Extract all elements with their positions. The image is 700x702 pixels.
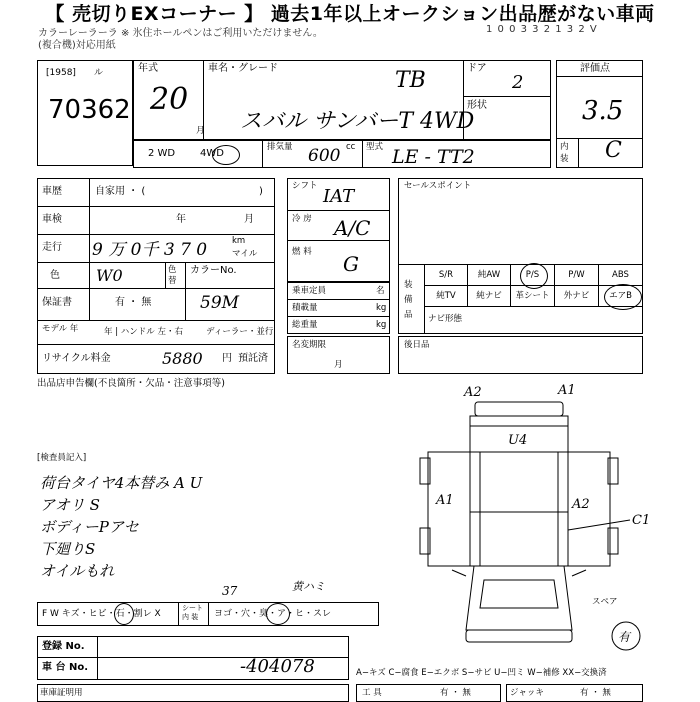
yen-label: 円 (222, 353, 232, 364)
eq-navi: 純ナビ (467, 285, 511, 307)
registration-label: 登録 No. (42, 641, 85, 652)
diagram-spare-mark: 有 (618, 630, 631, 644)
cc-label: cc (346, 142, 356, 152)
eq-ps-circle (520, 263, 548, 289)
subheader-form-type: (複合機)対応用紙 (38, 40, 116, 51)
dealer-label: ディーラー・並行 (206, 327, 274, 337)
year-value: 20 (150, 82, 189, 117)
inspection-month-label: 月 (244, 214, 254, 225)
drive-row (133, 140, 551, 168)
diagram-spare-label: スペア (592, 597, 618, 607)
post-item-box (398, 336, 643, 374)
drive-4wd-circle (212, 145, 240, 165)
inspector-line-3: ボディーPアセ (40, 518, 139, 536)
interior-value: C (605, 138, 622, 163)
aircon-value: A/C (334, 216, 371, 240)
nav-type-label: ナビ形態 (428, 314, 463, 324)
color-no-value: 59M (200, 293, 240, 313)
mile-label: マイル (232, 249, 258, 259)
diagram-mark-c1: C1 (632, 513, 651, 528)
shift-value: IAT (323, 186, 355, 207)
grade-value: TB (395, 68, 426, 93)
deposit-label: 預託済 (238, 353, 268, 364)
eq-aw: 純AW (467, 264, 511, 286)
eq-airbag: エアB (598, 285, 643, 307)
damage-legend: A−キズ C−腐食 E−エクボ S−サビ U−凹ミ W−補修 XX−交換済 (356, 668, 607, 678)
inspection-label: 車検 (42, 214, 62, 225)
jack-label: ジャッキ (510, 688, 544, 698)
body-type-label: 形状 (467, 100, 487, 111)
car-name-value: スバル サンバーT 4WD (240, 109, 475, 134)
diagram-mark-a2-top: A2 (464, 385, 482, 400)
eq-sr: S/R (424, 264, 468, 286)
interior-label: 内装 (560, 142, 569, 164)
eq-ps: P/S (510, 264, 555, 286)
gross-kg-label: kg (376, 320, 387, 330)
history-close-paren: ) (259, 186, 263, 197)
diagram-front-bumper (466, 630, 572, 642)
car-condition-diagram (400, 380, 660, 660)
color-no-label: カラーNo. (190, 265, 237, 276)
seat-label: シート 内 装 (182, 604, 203, 621)
displacement-label: 排気量 (267, 142, 293, 152)
model-year-label: モデル 年 (42, 324, 79, 334)
displacement-value: 600 (308, 146, 341, 166)
subheader-notice: カラーレーラーラ ※ 氷住ホールペンはご利用いただけません。 (38, 28, 323, 39)
annotation-hikari: 黄ハミ (292, 580, 325, 593)
diagram-mark-a1-left: A1 (436, 493, 454, 508)
drive-2wd-label: 2 WD (148, 148, 176, 159)
lot-tag-suffix: ル (94, 68, 104, 78)
recycle-label: リサイクル料金 (42, 353, 111, 364)
fw-label: F W キズ・ヒビ・石・割レ X (42, 609, 161, 619)
load-kg-label: kg (376, 303, 387, 313)
km-label: km (232, 236, 246, 246)
diagram-tailgate (475, 402, 563, 416)
chassis-value: -404078 (240, 656, 315, 677)
warranty-label: 保証書 (42, 297, 72, 308)
mileage-value: 9 万 0千 3 7 0 (92, 240, 208, 260)
shift-label: シフト (292, 181, 318, 191)
eq-ext-navi: 外ナビ (554, 285, 599, 307)
fuel-label: 燃 料 (292, 247, 312, 257)
eq-pw: P/W (554, 264, 599, 286)
doors-label: ドア (467, 63, 487, 74)
jack-options: 有 ・ 無 (580, 688, 611, 698)
model-type-value: LE - TT2 (392, 146, 475, 168)
sales-box (398, 178, 643, 334)
diagram-mark-u4: U4 (508, 433, 528, 448)
diagram-rear-bumper (470, 416, 568, 426)
cert-label: 車庫証明用 (40, 688, 83, 698)
drive-4wd-label: 4WD (200, 148, 224, 159)
seat-odor-circle (266, 603, 290, 625)
load-label: 積載量 (292, 303, 318, 313)
fuel-value: G (343, 252, 359, 276)
inspection-year-label: 年 (176, 214, 186, 225)
mileage-label: 走行 (42, 242, 62, 253)
color-label: 色 (50, 270, 60, 281)
lot-box (37, 60, 133, 166)
handle-label: 年 | ハンドル 左・右 (104, 327, 183, 337)
history-label: 車歴 (42, 186, 62, 197)
color-change-label: 色替 (168, 265, 177, 286)
inspector-label: [検査員記入] (37, 453, 87, 463)
inspector-line-2: アオリ S (40, 496, 100, 514)
score-label: 評価点 (580, 63, 610, 74)
month-label: 月 (196, 126, 205, 136)
name-grade-label: 車名・グレード (208, 63, 278, 74)
lot-tag: [1958] (46, 68, 76, 78)
chassis-label: 車 台 No. (42, 662, 89, 673)
eq-leather: 革シート (510, 285, 555, 307)
year-label: 年式 (138, 63, 158, 74)
equipment-label: 装備品 (404, 280, 413, 320)
form-code: 1 0 0 3 3 2 1 3 2 V (486, 24, 598, 35)
color-value: W0 (96, 266, 123, 285)
cert-row (37, 684, 349, 702)
diagram-left-side (428, 452, 470, 566)
registration-deadline-label: 名変期限 (292, 340, 327, 350)
score-value: 3.5 (582, 96, 624, 126)
eq-airbag-circle (604, 284, 642, 310)
sales-point-label: セールスポイント (404, 181, 472, 191)
lot-number: 70362 (48, 95, 131, 125)
post-item-label: 後日品 (404, 340, 430, 350)
inspector-line-5: オイルもれ (40, 562, 115, 580)
eq-abs: ABS (598, 264, 643, 286)
eq-tv: 純TV (424, 285, 468, 307)
warranty-options: 有 ・ 無 (115, 297, 152, 308)
tools-label: 工 具 (362, 688, 382, 698)
deadline-month-label: 月 (334, 360, 343, 370)
persons-label: 名 (376, 286, 385, 296)
model-type-label: 型式 (366, 142, 384, 152)
inspector-line-1: 荷台タイヤ4本替み A U (40, 474, 203, 492)
diagram-mark-a2-right: A2 (572, 497, 590, 512)
tools-options: 有 ・ 無 (440, 688, 471, 698)
seller-notes-label: 出品店申告欄(不良箇所・欠品・注意事項等) (37, 378, 225, 389)
fw-stone-circle (114, 603, 134, 625)
diagram-mark-a1-top: A1 (558, 383, 576, 398)
annotation-37: 37 (222, 584, 238, 598)
doors-value: 2 (512, 72, 524, 93)
gross-label: 総重量 (292, 320, 318, 330)
recycle-value: 5880 (162, 349, 203, 368)
capacity-label: 乗車定員 (292, 286, 327, 296)
aircon-label: 冷 房 (292, 214, 312, 224)
page-banner: 【 売切りEXコーナー 】 過去1年以上オークション出品歴がない車両 (0, 0, 700, 28)
history-options: 自家用 ・ ( (95, 186, 146, 197)
seat-items: ヨゴ・穴・臭・ア・ヒ・スレ (214, 609, 332, 619)
inspector-line-4: 下廻りS (40, 540, 96, 558)
